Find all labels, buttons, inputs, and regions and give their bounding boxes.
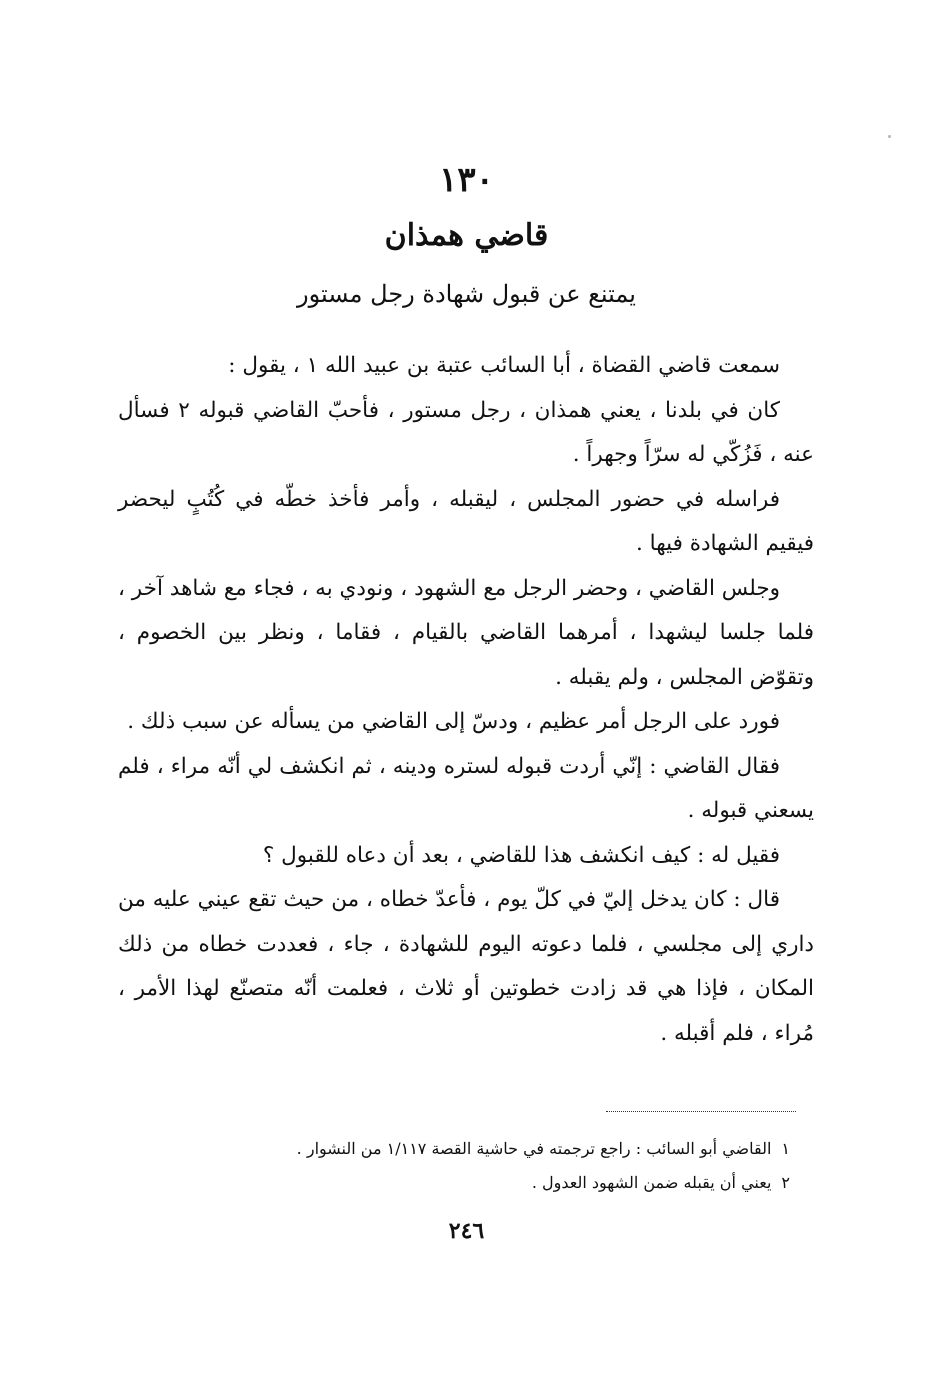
body-paragraph: كان في بلدنا ، يعني همذان ، رجل مستور ، فأحبّ القاضي قبوله ٢ فسأل عنه ، فَزُكّي له سرّاً وجهراً . — [118, 397, 814, 467]
footnote-text: القاضي أبو السائب : راجع ترجمته في حاشية القصة ١/١١٧ من النشوار . — [296, 1139, 772, 1158]
body-paragraph: فقيل له : كيف انكشف هذا للقاضي ، بعد أن دعاه للقبول ؟ — [262, 842, 780, 868]
body-paragraph: قال : كان يدخل إليّ في كلّ يوم ، فأعدّ خطاه ، من حيث تقع عيني عليه من داري إلى مجلسي ، فلما دعوته اليوم للشهادة ، جاء ، فعددت خطاه من ذلك المكان ، فإذا هي قد زادت خطوتين أو ثلاث ، فعلمت أنّه متصنّع لهذا الأمر ، مُراء ، فلم أقبله . — [118, 887, 814, 1046]
scan-speck — [888, 135, 891, 138]
body-paragraph: فورد على الرجل أمر عظيم ، ودسّ إلى القاضي من يسأله عن سبب ذلك . — [127, 709, 780, 734]
body-paragraph: فراسله في حضور المجلس ، ليقبله ، وأمر فأخذ خطّه في كُتُبٍ ليحضر فيقيم الشهادة فيها . — [118, 486, 814, 556]
story-number: ١٣٠ — [439, 160, 494, 200]
story-subtitle: يمتنع عن قبول شهادة رجل مستور — [297, 280, 636, 308]
footnote-item — [150, 1132, 790, 1166]
footnote-text: يعني أن يقبله ضمن الشهود العدول . — [531, 1173, 772, 1192]
footnote-divider — [606, 1111, 796, 1112]
story-title: قاضي همذان — [384, 218, 549, 253]
body-paragraph: وجلس القاضي ، وحضر الرجل مع الشهود ، ونودي به ، فجاء مع شاهد آخر ، فلما جلسا ليشهدا ، أمرهما القاضي بالقيام ، فقاما ، ونظر بين الخصوم ، وتقوّض المجلس ، ولم يقبله . — [118, 575, 814, 690]
body-paragraph: فقال القاضي : إنّي أردت قبوله لستره ودينه ، ثم انكشف لي أنّه مراء ، فلم يسعني قبوله . — [118, 753, 814, 823]
body-paragraph: سمعت قاضي القضاة ، أبا السائب عتبة بن عبيد الله ١ ، يقول : — [228, 353, 780, 378]
footnote-number: ٢ — [781, 1173, 790, 1192]
footnote-item — [150, 1166, 790, 1200]
page-number: ٢٤٦ — [448, 1218, 485, 1244]
story-body — [118, 344, 814, 1056]
footnote-number: ١ — [781, 1139, 790, 1158]
footnotes — [150, 1132, 790, 1200]
